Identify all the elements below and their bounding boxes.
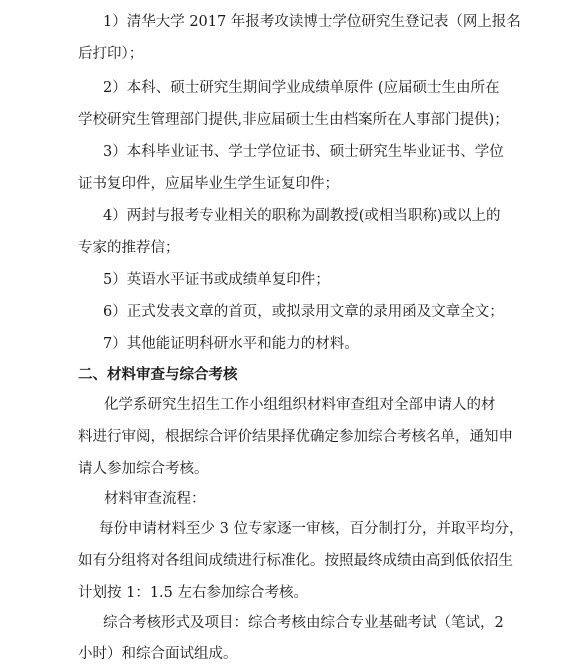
paragraph-2-line-1: 每份申请材料至少 3 位专家逐一审核，百分制打分，并取平均分， [99,521,524,537]
requirement-6: 6）正式发表文章的首页，或拟录用文章的录用函及文章全文； [103,304,504,320]
requirement-4-line-2: 专家的推荐信； [78,240,180,256]
paragraph-2-line-2: 如有分组将对各组间成绩进行标准化。按照最终成绩由高到低依招生 [78,553,513,569]
paragraph-3-line-2: 小时）和综合面试组成。 [78,646,238,662]
process-label: 材料审查流程： [104,491,206,507]
paragraph-3-line-1: 综合考核形式及项目：综合考核由综合专业基础考试（笔试，2 [103,615,504,631]
requirement-7: 7）其他能证明科研水平和能力的材料。 [103,336,359,352]
paragraph-1-line-3: 请人参加综合考核。 [78,461,209,477]
requirement-2-line-2: 学校研究生管理部门提供,非应届硕士生由档案所在人事部门提供)； [78,112,509,128]
requirement-2-line-1: 2）本科、硕士研究生期间学业成绩单原件 (应届硕士生由所在 [103,80,500,96]
requirement-1-line-2: 后打印）； [78,46,144,62]
requirement-3-line-1: 3）本科毕业证书、学士学位证书、硕士研究生毕业证书、学位 [103,144,504,160]
requirement-5: 5）英语水平证书或成绩单复印件； [103,272,330,288]
requirement-4-line-1: 4）两封与报考专业相关的职称为副教授(或相当职称)或以上的 [103,208,501,224]
paragraph-1-line-2: 料进行审阅，根据综合评价结果择优确定参加综合考核名单，通知申 [78,429,513,445]
requirement-3-line-2: 证书复印件，应届毕业生学生证复印件； [78,176,339,192]
paragraph-2-line-3: 计划按 1：1.5 左右参加综合考核。 [78,585,309,601]
section-heading: 二、材料审查与综合考核 [78,367,238,383]
requirement-1-line-1: 1）清华大学 2017 年报考攻读博士学位研究生登记表（网上报名 [103,14,521,30]
paragraph-1-line-1: 化学系研究生招生工作小组组织材料审查组对全部申请人的材 [104,397,496,413]
